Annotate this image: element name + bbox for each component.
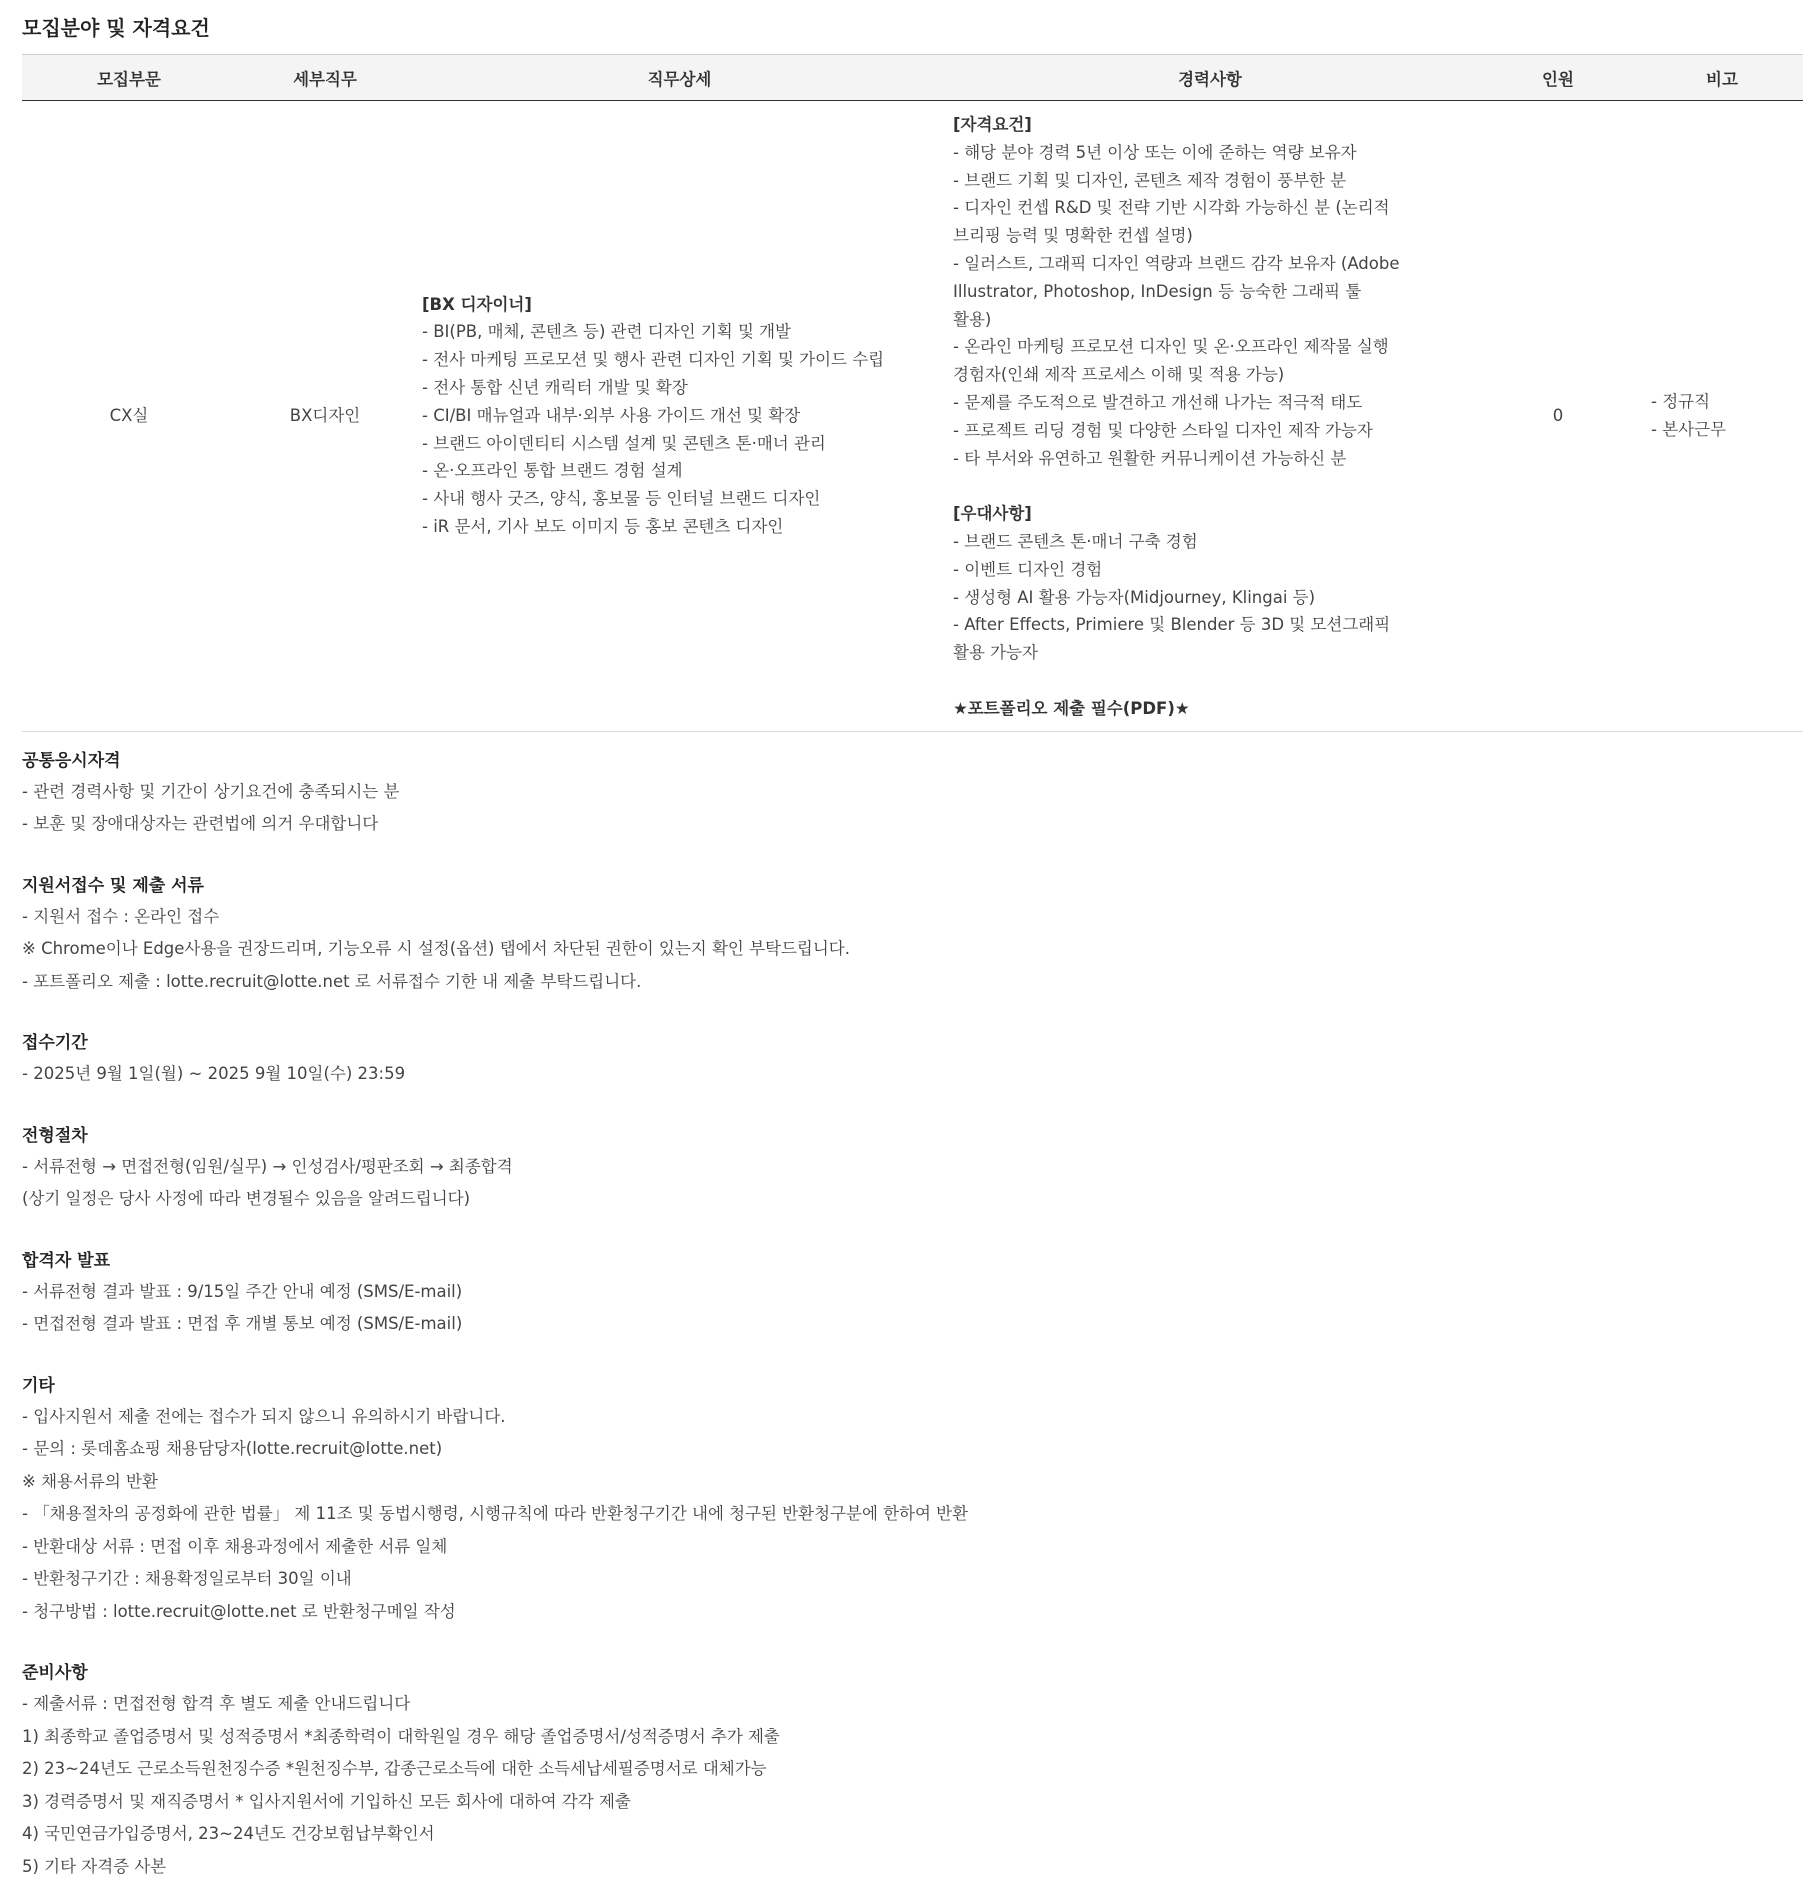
detail-line: - 브랜드 아이덴티티 시스템 설계 및 콘텐츠 톤·매너 관리 bbox=[422, 433, 826, 453]
preferred-line: - 생성형 AI 활용 가능자(Midjourney, Klingai 등) bbox=[953, 587, 1316, 607]
preferred-title: [우대사항] bbox=[953, 504, 1032, 524]
spacer bbox=[953, 472, 1475, 500]
cell-job: BX디자인 bbox=[236, 101, 414, 732]
section-process bbox=[22, 1121, 1795, 1216]
detail-line: - iR 문서, 기사 보도 이미지 등 홍보 콘텐츠 디자인 bbox=[422, 517, 784, 537]
detail-line: [BX 디자이너] bbox=[422, 294, 532, 314]
section-line: - 입사지원서 제출 전에는 접수가 되지 않으니 유의하시기 바랍니다. bbox=[22, 1406, 506, 1426]
section-line: 5) 기타 자격증 사본 bbox=[22, 1856, 167, 1876]
preferred-line: - 이벤트 디자인 경험 bbox=[953, 559, 1103, 579]
cell-count: 0 bbox=[1475, 101, 1641, 732]
section-line: 3) 경력증명서 및 재직증명서 * 입사지원서에 기입하신 모든 회사에 대하여 각각 제출 bbox=[22, 1791, 631, 1811]
requirement-line: - 일러스트, 그래픽 디자인 역량과 브랜드 감각 보유자 (Adobe bbox=[953, 253, 1400, 273]
cell-detail bbox=[414, 101, 945, 732]
section-line: ※ 채용서류의 반환 bbox=[22, 1471, 158, 1491]
section-title: 합격자 발표 bbox=[22, 1250, 111, 1271]
header-count: 인원 bbox=[1475, 55, 1641, 101]
section-title: 접수기간 bbox=[22, 1033, 88, 1054]
section-line: - 문의 : 롯데홈쇼핑 채용담당자(lotte.recruit@lotte.net) bbox=[22, 1439, 443, 1459]
requirement-line: - 디자인 컨셉 R&D 및 전략 기반 시각화 가능하신 분 (논리적 bbox=[953, 198, 1390, 218]
detail-line: - BI(PB, 매체, 콘텐츠 등) 관련 디자인 기획 및 개발 bbox=[422, 322, 792, 342]
section-line: - 2025년 9월 1일(월) ~ 2025 9월 10일(수) 23:59 bbox=[22, 1064, 406, 1084]
portfolio-notice: ★포트폴리오 제출 필수(PDF)★ bbox=[953, 698, 1190, 718]
section-line: - 지원서 접수 : 온라인 접수 bbox=[22, 906, 220, 926]
section-line: 1) 최종학교 졸업증명서 및 성적증명서 *최종학력이 대학원일 경우 해당 졸업증명서/성적증명서 추가 제출 bbox=[22, 1726, 780, 1746]
requirement-line: - 타 부서와 유연하고 원활한 커뮤니케이션 가능하신 분 bbox=[953, 448, 1347, 468]
section-title: 전형절차 bbox=[22, 1125, 88, 1146]
requirement-line: - 해당 분야 경력 5년 이상 또는 이에 준하는 역량 보유자 bbox=[953, 142, 1357, 162]
preferred-line: - 브랜드 콘텐츠 톤·매너 구축 경험 bbox=[953, 531, 1198, 551]
section-line: - 청구방법 : lotte.recruit@lotte.net 로 반환청구메일 작성 bbox=[22, 1601, 456, 1621]
section-line: - 관련 경력사항 및 기간이 상기요건에 충족되시는 분 bbox=[22, 781, 400, 801]
cell-note bbox=[1641, 101, 1803, 732]
section-common-qualification bbox=[22, 746, 1795, 841]
section-line: - 「채용절차의 공정화에 관한 법률」 제 11조 및 동법시행령, 시행규칙에 따라 반환청구기간 내에 청구된 반환청구분에 한하여 반환 bbox=[22, 1504, 969, 1524]
section-line: - 반환청구기간 : 채용확정일로부터 30일 이내 bbox=[22, 1569, 352, 1589]
requirement-line: - 문제를 주도적으로 발견하고 개선해 나가는 적극적 태도 bbox=[953, 392, 1363, 412]
spacer bbox=[953, 667, 1475, 695]
header-detail: 직무상세 bbox=[414, 55, 945, 101]
section-etc bbox=[22, 1371, 1795, 1629]
table-row bbox=[22, 101, 1803, 732]
section-period bbox=[22, 1028, 1795, 1091]
cell-career bbox=[945, 101, 1475, 732]
requirement-line: Illustrator, Photoshop, InDesign 등 능숙한 그래픽 툴 bbox=[953, 281, 1362, 301]
requirement-line: 브리핑 능력 및 명확한 컨셉 설명) bbox=[953, 226, 1193, 246]
section-line: ※ Chrome이나 Edge사용을 권장드리며, 기능오류 시 설정(옵션) 탭에서 차단된 권한이 있는지 확인 부탁드립니다. bbox=[22, 939, 850, 959]
requirement-line: - 프로젝트 리딩 경험 및 다양한 스타일 디자인 제작 가능자 bbox=[953, 420, 1373, 440]
header-note: 비고 bbox=[1641, 55, 1803, 101]
section-title: 공통응시자격 bbox=[22, 750, 121, 771]
header-division: 모집부문 bbox=[22, 55, 236, 101]
section-announcement bbox=[22, 1246, 1795, 1341]
section-line: 4) 국민연금가입증명서, 23~24년도 건강보험납부확인서 bbox=[22, 1824, 435, 1844]
preferred-line: 활용 가능자 bbox=[953, 643, 1038, 663]
detail-line: - CI/BI 매뉴얼과 내부·외부 사용 가이드 개선 및 확장 bbox=[422, 405, 801, 425]
section-line: - 서류전형 → 면접전형(임원/실무) → 인성검사/평판조회 → 최종합격 bbox=[22, 1156, 513, 1176]
section-line: - 면접전형 결과 발표 : 면접 후 개별 통보 예정 (SMS/E-mail) bbox=[22, 1314, 463, 1334]
table-header-row bbox=[22, 55, 1803, 101]
section-line: - 서류전형 결과 발표 : 9/15일 주간 안내 예정 (SMS/E-mail) bbox=[22, 1281, 463, 1301]
note-line: - 본사근무 bbox=[1651, 419, 1726, 439]
detail-line: - 전사 통합 신년 캐릭터 개발 및 확장 bbox=[422, 378, 688, 398]
recruitment-table bbox=[22, 54, 1803, 732]
section-preparation bbox=[22, 1658, 1795, 1883]
section-title: 지원서접수 및 제출 서류 bbox=[22, 875, 204, 896]
section-line: - 반환대상 서류 : 면접 이후 채용과정에서 제출한 서류 일체 bbox=[22, 1536, 448, 1556]
requirement-line: - 브랜드 기획 및 디자인, 콘텐츠 제작 경험이 풍부한 분 bbox=[953, 170, 1347, 190]
section-line: - 포트폴리오 제출 : lotte.recruit@lotte.net 로 서류접수 기한 내 제출 부탁드립니다. bbox=[22, 971, 642, 991]
section-line: (상기 일정은 당사 사정에 따라 변경될수 있음을 알려드립니다) bbox=[22, 1189, 471, 1209]
detail-line: - 전사 마케팅 프로모션 및 행사 관련 디자인 기획 및 가이드 수립 bbox=[422, 350, 885, 370]
header-career: 경력사항 bbox=[945, 55, 1475, 101]
preferred-line: - After Effects, Primiere 및 Blender 등 3D 및 모션그래픽 bbox=[953, 615, 1391, 635]
note-line: - 정규직 bbox=[1651, 391, 1711, 411]
page-title: 모집분야 및 자격요건 bbox=[22, 16, 210, 40]
section-title: 준비사항 bbox=[22, 1663, 88, 1684]
section-line: - 제출서류 : 면접전형 합격 후 별도 제출 안내드립니다 bbox=[22, 1694, 411, 1714]
detail-line: - 사내 행사 굿즈, 양식, 홍보물 등 인터널 브랜드 디자인 bbox=[422, 489, 821, 509]
section-line: - 보훈 및 장애대상자는 관련법에 의거 우대합니다 bbox=[22, 814, 379, 834]
section-line: 2) 23~24년도 근로소득원천징수증 *원천징수부, 갑종근로소득에 대한 소득세납세필증명서로 대체가능 bbox=[22, 1759, 767, 1779]
info-sections bbox=[22, 732, 1795, 1884]
requirement-line: 경험자(인쇄 제작 프로세스 이해 및 적용 가능) bbox=[953, 365, 1285, 385]
detail-line: - 온·오프라인 통합 브랜드 경험 설계 bbox=[422, 461, 683, 481]
section-application bbox=[22, 871, 1795, 999]
header-job: 세부직무 bbox=[236, 55, 414, 101]
section-title: 기타 bbox=[22, 1375, 55, 1396]
requirement-line: 활용) bbox=[953, 309, 992, 329]
requirement-line: - 온라인 마케팅 프로모션 디자인 및 온·오프라인 제작물 실행 bbox=[953, 337, 1389, 357]
requirements-title: [자격요건] bbox=[953, 115, 1032, 134]
cell-division: CX실 bbox=[22, 101, 236, 732]
